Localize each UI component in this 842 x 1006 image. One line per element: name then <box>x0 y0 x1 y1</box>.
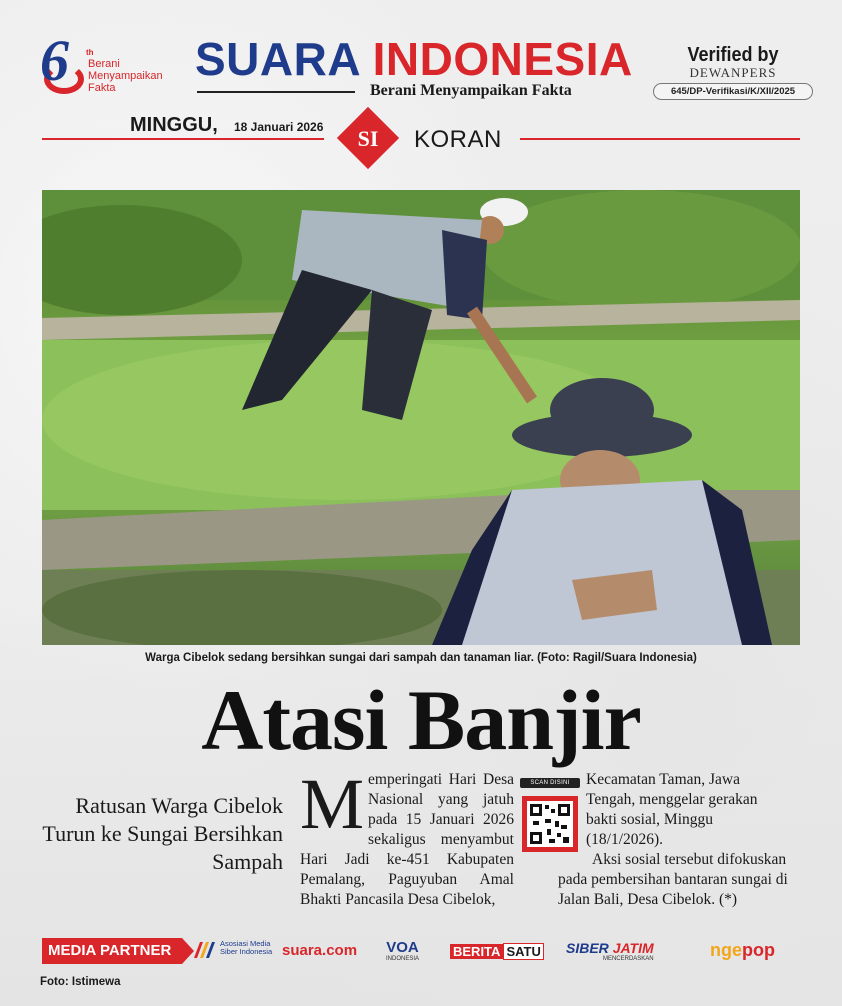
siberjatim-subtext: MENCERDASKAN <box>602 956 654 962</box>
partner-beritasatu-logo[interactable] <box>450 943 544 969</box>
article-column-1 <box>300 764 514 910</box>
anniversary-badge <box>40 28 190 100</box>
dateline-rule-left <box>42 138 324 140</box>
beritasatu-part-2: SATU <box>503 943 543 960</box>
photo-credit: Foto: Istimewa <box>40 976 121 988</box>
brand-title <box>195 33 645 85</box>
media-partner-arrow <box>182 938 194 964</box>
ngepop-part-2: pop <box>742 940 776 960</box>
brand-tagline: Berani Menyampaikan Fakta <box>370 82 572 99</box>
section-name: KORAN <box>414 126 502 153</box>
anniversary-text: Berani Menyampaikan Fakta <box>88 58 163 94</box>
column-2-paragraph-1: Kecamatan Taman, Jawa Tengah, menggelar gerakan bakti sosial, Minggu (18/1/2026). <box>586 771 758 848</box>
issue-date: 18 Januari 2026 <box>234 120 324 134</box>
photo-caption: Warga Cibelok sedang bersihkan sungai dari sampah dan tanaman liar. (Foto: Ragil/Suara Indonesia) <box>145 652 697 664</box>
si-logo-text: SI <box>357 126 379 151</box>
voa-subtext: INDONESIA <box>386 956 420 962</box>
verified-number: 645/DP-Verifikasi/K/XII/2025 <box>653 83 813 100</box>
brand-part-suara: SUARA <box>195 33 360 85</box>
brand-part-indonesia: INDONESIA <box>372 33 633 85</box>
ngepop-part-1: nge <box>710 940 743 960</box>
issue-day: MINGGU, <box>130 114 218 136</box>
partner-voa-logo[interactable] <box>386 940 419 966</box>
verified-org: DEWANPERS <box>689 65 777 80</box>
brand-logo[interactable] <box>195 33 645 106</box>
dateline-rule-right <box>520 138 800 140</box>
photo-illustration <box>42 190 800 645</box>
media-partner-bar <box>42 938 800 966</box>
article-headline: Atasi Banjir <box>201 672 641 768</box>
partner-amsi-logo[interactable] <box>194 940 290 966</box>
amsi-text: Asosiasi Media Siber Indonesia <box>220 939 273 956</box>
anniversary-number: 6 <box>40 28 69 93</box>
column-1-text: emperingati Hari Desa Nasional yang jatuh pada 15 Januari 2026 sekaligus menyambut Hari Jadi ke-451 Kabupaten Pemalang, Paguyuban Amal Bhakti Pancasila Desa Cibelok, <box>300 771 514 908</box>
amsi-stripes-icon <box>194 942 216 958</box>
siberjatim-part-1: SIBER <box>566 940 609 956</box>
article-subhead: Ratusan Warga Cibelok Turun ke Sungai Bersihkan Sampah <box>42 793 283 874</box>
siberjatim-part-2: JATIM <box>612 940 654 956</box>
verified-badge <box>658 44 808 106</box>
partner-siberjatim-logo[interactable] <box>566 941 654 967</box>
qr-label: SCAN DISINI <box>520 778 580 788</box>
article-photo <box>42 190 800 645</box>
beritasatu-part-1: BERITA <box>450 944 503 959</box>
drop-cap: M <box>300 764 365 844</box>
column-2-paragraph-2: Aksi sosial tersebut difokuskan pada pembersihan bantaran sungai di Jalan Bali, Desa Cibelok. (*) <box>558 851 788 908</box>
anniversary-suffix: th <box>86 48 94 57</box>
voa-text: VOA <box>386 939 419 956</box>
si-diamond-logo <box>338 108 398 168</box>
media-partner-label: MEDIA PARTNER <box>42 938 182 964</box>
partner-suara-logo[interactable]: suara.com <box>282 942 358 959</box>
brand-underline <box>197 91 355 93</box>
partner-ngepop-logo[interactable] <box>710 940 775 966</box>
verified-title: Verified by <box>687 44 779 66</box>
article-column-2 <box>558 770 788 910</box>
